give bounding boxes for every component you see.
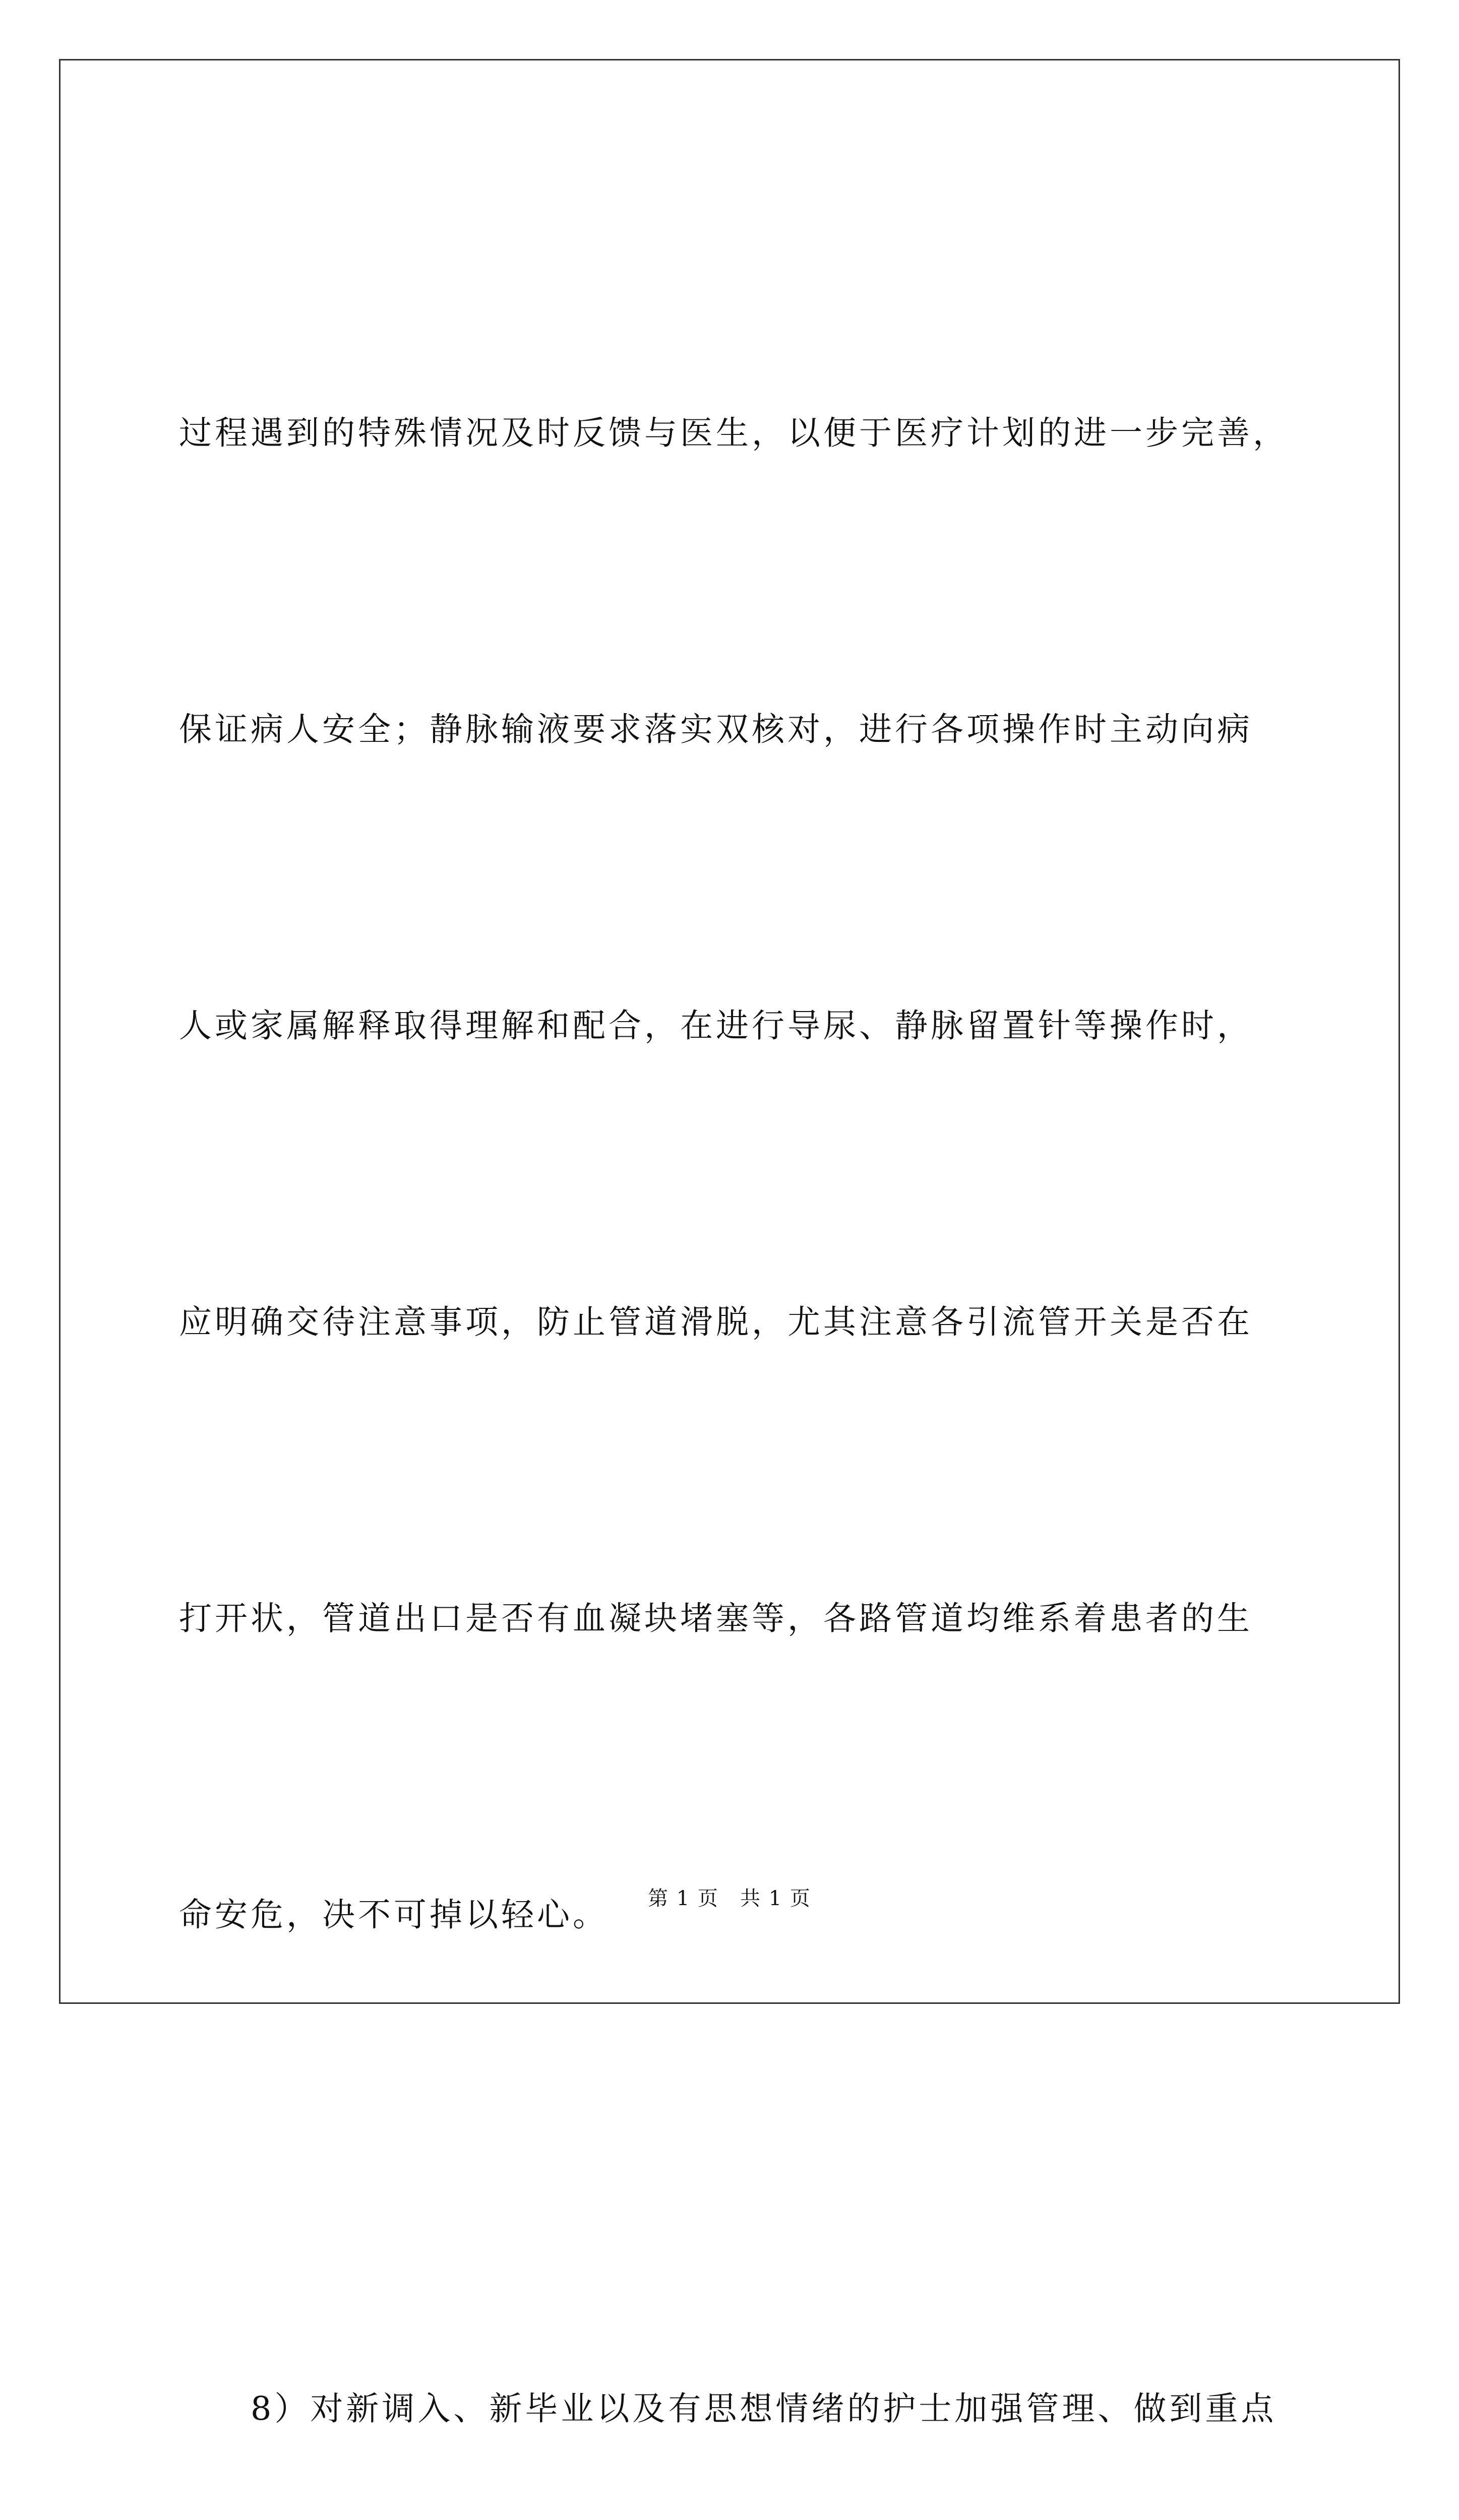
document-body (179, 186, 1318, 2520)
page-footer (0, 1883, 1459, 1914)
paragraph (179, 2162, 1318, 2520)
page-number-label: 第 1 页 共 1 页 (648, 1887, 811, 1910)
text-line: 命安危，决不可掉以轻心。 (179, 1896, 609, 1934)
text-line: 8）对新调入、新毕业以及有思想情绪的护士加强管理、做到重点 (179, 2390, 1277, 2428)
text-line: 保证病人安全；静脉输液要求落实双核对，进行各项操作时主动向病 (179, 711, 1253, 748)
text-line: 应明确交待注意事项，防止管道滑脱，尤其注意各引流管开关是否在 (179, 1303, 1253, 1341)
text-line: 过程遇到的特殊情况及时反馈与医生，以便于医疗计划的进一步完善， (179, 414, 1289, 452)
paragraph (179, 186, 1318, 2162)
text-line: 打开状，管道出口是否有血凝块堵塞等，各路管道均维系着患者的生 (179, 1600, 1253, 1637)
text-line: 人或家属解释取得理解和配合，在进行导尿、静脉留置针等操作时， (179, 1007, 1253, 1045)
